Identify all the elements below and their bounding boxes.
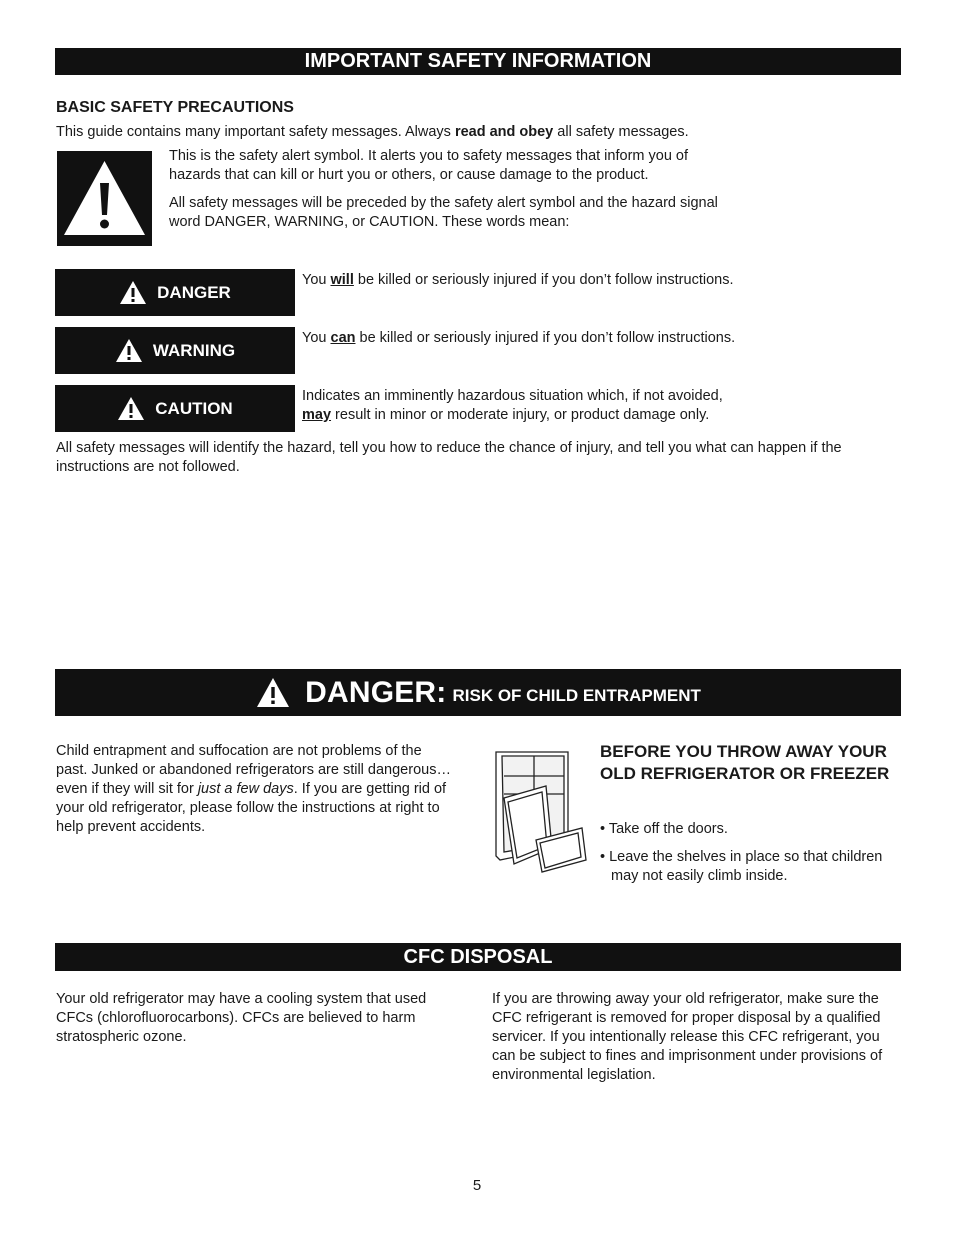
cfc-paragraph-right: If you are throwing away your old refrigerator, make sure the CFC refrigerant is removed for proper disposal by a qualified servicer. If you intentionally release this CFC refrigerant, you can be subject to fines and imprisonment under provisions of environmental legislation. [492,991,883,1083]
warning-triangle-icon [115,338,143,363]
section-title-child-entrapment [55,669,901,716]
intro-paragraph: This guide contains many important safety messages. Always read and obey all safety messages. [56,124,689,140]
danger-heading-word: DANGER: [305,676,447,709]
signal-danger-text: You will be killed or seriously injured if you don’t follow instructions. [302,272,734,288]
signal-danger-word: DANGER [157,282,231,302]
signal-warning-text: You can be killed or seriously injured if you don’t follow instructions. [302,330,736,346]
danger-heading-subtitle: RISK OF CHILD ENTRAPMENT [452,686,701,705]
page-number: 5 [472,1177,482,1194]
alert-symbol-description: This is the safety alert symbol. It alerts you to safety messages that inform you of hazards that can kill or hurt you or others, or cause damage to the product. [169,148,688,183]
warning-triangle-icon [57,151,152,246]
child-entrapment-paragraph: Child entrapment and suffocation are not problems of the past. Junked or abandoned refrigerators are still dangerous…even if they will sit for just a few days. If you are getting rid of your old refrigerator, please follow the instructions at right to help prevent accidents. [56,743,451,835]
signal-word-description: All safety messages will be preceded by the safety alert symbol and the hazard signal word DANGER, WARNING, or CAUTION. These words mean: [169,195,718,230]
bullet-take-off-doors: • Take off the doors. [600,821,728,837]
signal-caution-label [55,385,295,432]
warning-triangle-icon [119,280,147,305]
signal-warning-label [55,327,295,374]
bullet-leave-shelves: • Leave the shelves in place so that children may not easily climb inside. [600,849,883,884]
signal-caution-word: CAUTION [155,398,233,418]
warning-triangle-icon [255,676,291,710]
cfc-paragraph-left: Your old refrigerator may have a cooling system that used CFCs (chlorofluorocarbons). CFCs are believed to harm stratospheric ozone. [56,991,427,1045]
safety-messages-closing: All safety messages will identify the hazard, tell you how to reduce the chance of injury, and tell you what can happen if the instructions are not followed. [56,440,842,475]
signal-caution-text: Indicates an imminently hazardous situation which, if not avoided, may result in minor or moderate injury, or product damage only. [302,388,723,423]
section-title-cfc-disposal: CFC DISPOSAL [55,943,901,971]
section-title-safety: IMPORTANT SAFETY INFORMATION [55,48,901,75]
safety-alert-symbol [57,151,152,246]
signal-danger-label [55,269,295,316]
subheading-basic-precautions: BASIC SAFETY PRECAUTIONS [56,99,294,116]
before-throw-away-heading: BEFORE YOU THROW AWAY YOUR OLD REFRIGERATOR OR FREEZER [600,742,890,783]
refrigerator-illustration [490,748,590,873]
warning-triangle-icon [117,396,145,421]
signal-warning-word: WARNING [152,340,236,360]
